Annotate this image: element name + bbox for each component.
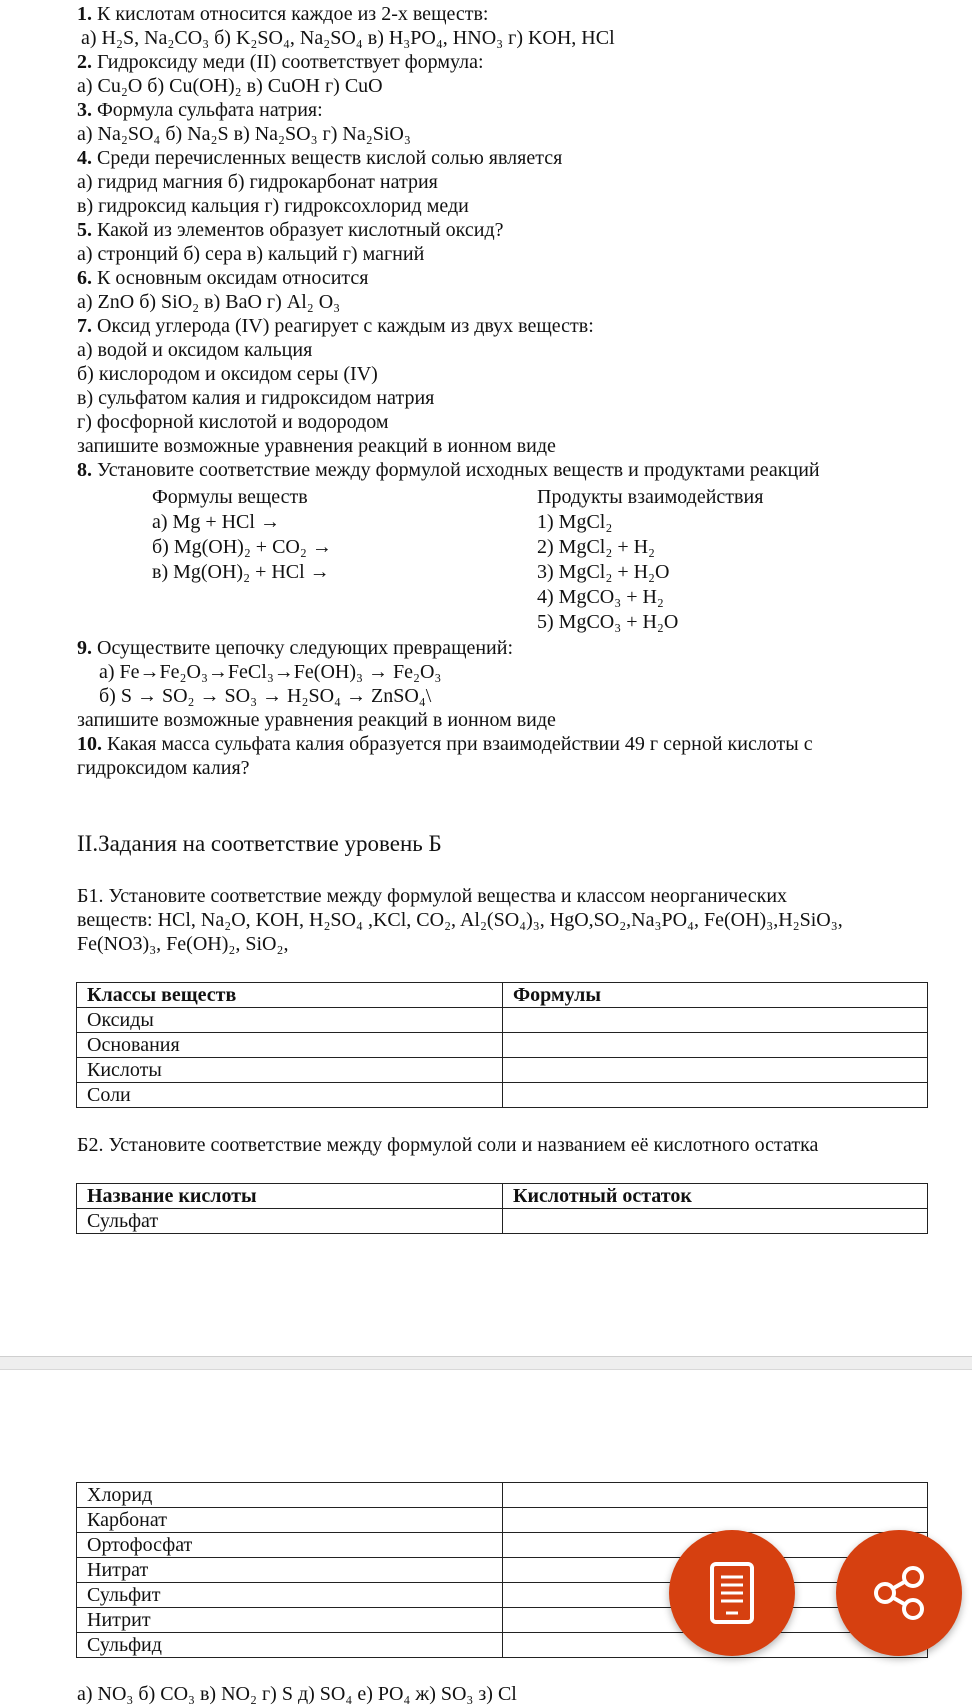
table-row xyxy=(77,1083,928,1108)
table-cell: Сульфит xyxy=(77,1583,503,1608)
q8-right-header: Продукты взаимодействия xyxy=(537,486,764,508)
table-cell: Нитрат xyxy=(77,1558,503,1583)
table-cell: Ортофосфат xyxy=(77,1533,503,1558)
question-4-options-2: в) гидроксид кальция г) гидроксохлорид меди xyxy=(77,195,469,217)
b1-line-2: веществ: HCl, Na₂O, KOH, H₂SO₄ ,KCl, CO₂, Al₂(SO₄)₃, HgO,SO₂,Na₃PO₄, Fe(OH)₃,H₂SiO₃, xyxy=(77,909,843,931)
table-empty-cell xyxy=(503,1209,928,1234)
table-empty-cell xyxy=(503,1058,928,1083)
table-cell: Кислоты xyxy=(77,1058,503,1083)
question-7-option-d: г) фосфорной кислотой и водородом xyxy=(77,411,389,433)
table-header-row xyxy=(77,983,928,1008)
table-cell: Соли xyxy=(77,1083,503,1108)
table-cell: Сульфат xyxy=(77,1209,503,1234)
question-6-options: а) ZnO б) SiO₂ в) BaO г) Al₂ O₃ xyxy=(77,291,341,313)
table-cell: Нитрит xyxy=(77,1608,503,1633)
q8-right-item: 2) MgCl₂ + H₂ xyxy=(537,536,656,558)
table-header-row xyxy=(77,1184,928,1209)
table-row xyxy=(77,1608,928,1633)
question-1: 1. К кислотам относится каждое из 2-х веществ: xyxy=(77,3,489,25)
question-7-option-b: б) кислородом и оксидом серы (IV) xyxy=(77,363,378,385)
question-7-option-a: а) водой и оксидом кальция xyxy=(77,339,313,361)
question-9-note: запишите возможные уравнения реакций в ионном виде xyxy=(77,709,556,731)
document-page-2 xyxy=(0,1370,972,1705)
share-button[interactable] xyxy=(836,1530,962,1656)
question-2-options: а) Cu₂O б) Cu(OH)₂ в) CuOH г) CuO xyxy=(77,75,383,97)
question-7: 7. Оксид углерода (IV) реагирует с каждым из двух веществ: xyxy=(77,315,594,337)
table-header-cell: Название кислоты xyxy=(77,1184,503,1209)
table-cell: Карбонат xyxy=(77,1508,503,1533)
question-9-chain-b: б) S → SO₂ → SO₃ → H₂SO₄ → ZnSO₄\ xyxy=(99,685,432,707)
question-5-options: а) стронций б) сера в) кальций г) магний xyxy=(77,243,425,265)
table-row xyxy=(77,1008,928,1033)
page-divider xyxy=(0,1356,972,1370)
table-row xyxy=(77,1209,928,1234)
b2-table xyxy=(76,1183,928,1234)
q8-left-item: б) Mg(OH)₂ + CO₂ → xyxy=(152,536,332,558)
table-cell: Сульфид xyxy=(77,1633,503,1658)
table-row xyxy=(77,1508,928,1533)
question-3-options: а) Na₂SO₄ б) Na₂S в) Na₂SO₃ г) Na₂SiO₃ xyxy=(77,123,411,145)
b2-text: Б2. Установите соответствие между формулой соли и названием её кислотного остатка xyxy=(77,1134,819,1156)
table-row xyxy=(77,1483,928,1508)
table-empty-cell xyxy=(503,1083,928,1108)
table-row xyxy=(77,1058,928,1083)
question-8: 8. Установите соответствие между формулой исходных веществ и продуктами реакций xyxy=(77,459,820,481)
table-empty-cell xyxy=(503,1483,928,1508)
table-header-cell: Формулы xyxy=(503,983,928,1008)
question-2: 2. Гидроксиду меди (II) соответствует формула: xyxy=(77,51,484,73)
question-1-options: а) H₂S, Na₂CO₃ б) K₂SO₄, Na₂SO₄ в) H₃PO₄, HNO₃ г) KOH, HCl xyxy=(81,27,615,49)
b2-answer-options: а) NO₃ б) CO₃ в) NO₂ г) S д) SO₄ е) PO₄ ж) SO₃ з) Cl xyxy=(77,1683,517,1705)
document-button[interactable] xyxy=(669,1530,795,1656)
table-row xyxy=(77,1583,928,1608)
q8-right-item: 4) MgCO₃ + H₂ xyxy=(537,586,664,608)
q8-left-column xyxy=(152,485,332,585)
question-6: 6. К основным оксидам относится xyxy=(77,267,369,289)
question-7-note: запишите возможные уравнения реакций в ионном виде xyxy=(77,435,556,457)
table-cell: Основания xyxy=(77,1033,503,1058)
q8-left-item: в) Mg(OH)₂ + HCl → xyxy=(152,561,330,583)
q8-right-item: 5) MgCO₃ + H₂O xyxy=(537,611,679,633)
b1-table xyxy=(76,982,928,1108)
question-3: 3. Формула сульфата натрия: xyxy=(77,99,323,121)
section-2-heading: II.Задания на соответствие уровень Б xyxy=(77,831,442,856)
q8-left-item: а) Mg + HCl → xyxy=(152,511,280,533)
question-9-chain-a: а) Fe→Fe₂O₃→FeCl₃→Fe(OH)₃ → Fe₂O₃ xyxy=(99,661,442,683)
question-7-option-c: в) сульфатом калия и гидроксидом натрия xyxy=(77,387,435,409)
table-row xyxy=(77,1033,928,1058)
question-4-options-1: а) гидрид магния б) гидрокарбонат натрия xyxy=(77,171,438,193)
question-5: 5. Какой из элементов образует кислотный оксид? xyxy=(77,219,504,241)
table-row xyxy=(77,1558,928,1583)
table-empty-cell xyxy=(503,1033,928,1058)
q8-right-item: 1) MgCl₂ xyxy=(537,511,613,533)
question-10-cont: гидроксидом калия? xyxy=(77,757,250,779)
b1-line-3: Fe(NO3)₃, Fe(OH)₂, SiO₂, xyxy=(77,933,289,955)
table-empty-cell xyxy=(503,1508,928,1533)
question-4: 4. Среди перечисленных веществ кислой солью является xyxy=(77,147,563,169)
q8-right-column xyxy=(537,485,763,635)
table-empty-cell xyxy=(503,1008,928,1033)
q8-right-item: 3) MgCl₂ + H₂O xyxy=(537,561,670,583)
table-cell: Оксиды xyxy=(77,1008,503,1033)
table-header-cell: Классы веществ xyxy=(77,983,503,1008)
b2-table-continued xyxy=(76,1482,928,1658)
share-icon xyxy=(869,1563,929,1623)
table-header-cell: Кислотный остаток xyxy=(503,1184,928,1209)
question-9: 9. Осуществите цепочку следующих превращений: xyxy=(77,637,514,659)
b1-line-1: Б1. Установите соответствие между формулой вещества и классом неорганических xyxy=(77,885,788,907)
q8-left-header: Формулы веществ xyxy=(152,486,308,508)
document-icon xyxy=(709,1561,755,1625)
table-cell: Хлорид xyxy=(77,1483,503,1508)
table-row xyxy=(77,1633,928,1658)
question-10: 10. Какая масса сульфата калия образуется при взаимодействии 49 г серной кислоты с xyxy=(77,733,813,755)
table-row xyxy=(77,1533,928,1558)
